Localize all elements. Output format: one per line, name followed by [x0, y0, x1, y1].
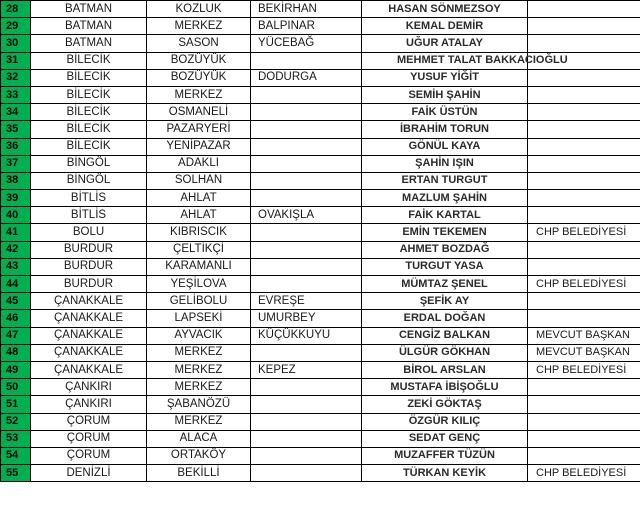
row-number-cell: 29	[1, 18, 31, 35]
village-cell	[251, 104, 362, 121]
district-cell: YEŞİLOVA	[147, 276, 251, 293]
row-number-cell: 41	[1, 224, 31, 241]
row-number-cell: 43	[1, 258, 31, 275]
table-row	[1, 1, 640, 18]
table-row	[1, 52, 640, 69]
row-number-cell: 42	[1, 241, 31, 258]
note-cell	[528, 207, 640, 224]
table-row	[1, 155, 640, 172]
row-number-cell: 48	[1, 344, 31, 361]
note-cell: CHP BELEDİYESİ	[528, 465, 640, 482]
row-number-cell: 55	[1, 465, 31, 482]
note-cell	[528, 396, 640, 413]
village-cell: DODURGA	[251, 69, 362, 86]
province-cell: ÇANAKKALE	[31, 361, 147, 378]
district-cell: YENİPAZAR	[147, 138, 251, 155]
province-cell: BİNGÖL	[31, 172, 147, 189]
village-cell	[251, 138, 362, 155]
district-cell: GELİBOLU	[147, 293, 251, 310]
table-row	[1, 69, 640, 86]
candidate-name-cell: UĞUR ATALAY	[362, 35, 528, 52]
district-cell: LAPSEKİ	[147, 310, 251, 327]
table-row	[1, 224, 640, 241]
district-cell: ADAKLI	[147, 155, 251, 172]
row-number-cell: 52	[1, 413, 31, 430]
note-cell	[528, 413, 640, 430]
candidate-name-cell: MUZAFFER TÜZÜN	[362, 447, 528, 464]
district-cell: AHLAT	[147, 190, 251, 207]
province-cell: BİNGÖL	[31, 155, 147, 172]
row-number-cell: 38	[1, 172, 31, 189]
district-cell: BOZÜYÜK	[147, 52, 251, 69]
candidate-name-cell: AHMET BOZDAĞ	[362, 241, 528, 258]
row-number-cell: 46	[1, 310, 31, 327]
table-row	[1, 190, 640, 207]
candidate-name-cell: ÖZGÜR KILIÇ	[362, 413, 528, 430]
village-cell	[251, 396, 362, 413]
province-cell: BİLECİK	[31, 69, 147, 86]
table-row	[1, 327, 640, 344]
district-cell: AYVACIK	[147, 327, 251, 344]
district-cell: KARAMANLI	[147, 258, 251, 275]
note-cell: CHP BELEDİYESİ	[528, 361, 640, 378]
province-cell: BURDUR	[31, 241, 147, 258]
note-cell	[528, 430, 640, 447]
candidate-name-cell: SEMİH ŞAHİN	[362, 86, 528, 103]
candidate-name-cell: TURGUT YASA	[362, 258, 528, 275]
table-row	[1, 447, 640, 464]
row-number-cell: 35	[1, 121, 31, 138]
row-number-cell: 28	[1, 1, 31, 18]
candidate-name-cell: ZEKİ GÖKTAŞ	[362, 396, 528, 413]
village-cell	[251, 344, 362, 361]
province-cell: BURDUR	[31, 258, 147, 275]
candidate-name-cell: GÖNÜL KAYA	[362, 138, 528, 155]
province-cell: BİTLİS	[31, 190, 147, 207]
row-number-cell: 30	[1, 35, 31, 52]
candidate-name-cell: BİROL ARSLAN	[362, 361, 528, 378]
row-number-cell: 54	[1, 447, 31, 464]
row-number-cell: 49	[1, 361, 31, 378]
village-cell	[251, 258, 362, 275]
village-cell: EVREŞE	[251, 293, 362, 310]
candidate-name-cell: ŞAHİN IŞIN	[362, 155, 528, 172]
province-cell: BATMAN	[31, 1, 147, 18]
candidate-name-cell: MAZLUM ŞAHİN	[362, 190, 528, 207]
table-row	[1, 310, 640, 327]
note-cell	[528, 35, 640, 52]
province-cell: ÇANAKKALE	[31, 293, 147, 310]
district-cell: ALACA	[147, 430, 251, 447]
note-cell	[528, 104, 640, 121]
note-cell: CHP BELEDİYESİ	[528, 224, 640, 241]
district-cell: BOZÜYÜK	[147, 69, 251, 86]
village-cell: BALPINAR	[251, 18, 362, 35]
village-cell	[251, 155, 362, 172]
district-cell: MERKEZ	[147, 413, 251, 430]
table-row	[1, 104, 640, 121]
village-cell	[251, 276, 362, 293]
note-cell	[528, 1, 640, 18]
village-cell	[251, 241, 362, 258]
village-cell: YÜCEBAĞ	[251, 35, 362, 52]
note-cell	[528, 447, 640, 464]
table-row	[1, 293, 640, 310]
province-cell: ÇANAKKALE	[31, 344, 147, 361]
candidate-name-cell: KEMAL DEMİR	[362, 18, 528, 35]
district-cell: ŞABANÖZÜ	[147, 396, 251, 413]
row-number-cell: 39	[1, 190, 31, 207]
table-row	[1, 35, 640, 52]
district-cell: MERKEZ	[147, 18, 251, 35]
row-number-cell: 50	[1, 379, 31, 396]
village-cell	[251, 190, 362, 207]
province-cell: ÇORUM	[31, 447, 147, 464]
table-body	[1, 1, 640, 482]
province-cell: ÇANAKKALE	[31, 327, 147, 344]
candidate-name-cell: HASAN SÖNMEZSOY	[362, 1, 528, 18]
note-cell	[528, 18, 640, 35]
village-cell: UMURBEY	[251, 310, 362, 327]
note-cell	[528, 172, 640, 189]
village-cell	[251, 52, 362, 69]
province-cell: BATMAN	[31, 35, 147, 52]
row-number-cell: 53	[1, 430, 31, 447]
district-cell: OSMANELİ	[147, 104, 251, 121]
row-number-cell: 36	[1, 138, 31, 155]
candidate-name-cell: SEDAT GENÇ	[362, 430, 528, 447]
row-number-cell: 37	[1, 155, 31, 172]
province-cell: BİTLİS	[31, 207, 147, 224]
district-cell: ÇELTİKÇİ	[147, 241, 251, 258]
note-cell	[528, 69, 640, 86]
row-number-cell: 45	[1, 293, 31, 310]
village-cell	[251, 447, 362, 464]
village-cell: KÜÇÜKKUYU	[251, 327, 362, 344]
table-row	[1, 18, 640, 35]
table-row	[1, 172, 640, 189]
table-row	[1, 86, 640, 103]
village-cell	[251, 413, 362, 430]
district-cell: ORTAKÖY	[147, 447, 251, 464]
table-row	[1, 241, 640, 258]
village-cell	[251, 465, 362, 482]
row-number-cell: 31	[1, 52, 31, 69]
province-cell: BİLECİK	[31, 104, 147, 121]
candidate-name-cell: ERDAL DOĞAN	[362, 310, 528, 327]
row-number-cell: 40	[1, 207, 31, 224]
table-row	[1, 207, 640, 224]
note-cell	[528, 190, 640, 207]
row-number-cell: 47	[1, 327, 31, 344]
district-cell: MERKEZ	[147, 86, 251, 103]
note-cell	[528, 86, 640, 103]
note-cell	[528, 155, 640, 172]
row-number-cell: 34	[1, 104, 31, 121]
candidate-name-cell: FAİK ÜSTÜN	[362, 104, 528, 121]
candidate-name-cell: CENGİZ BALKAN	[362, 327, 528, 344]
village-cell	[251, 172, 362, 189]
row-number-cell: 33	[1, 86, 31, 103]
table-row	[1, 258, 640, 275]
province-cell: BOLU	[31, 224, 147, 241]
district-cell: MERKEZ	[147, 344, 251, 361]
village-cell	[251, 224, 362, 241]
note-cell: CHP BELEDİYESİ	[528, 276, 640, 293]
district-cell: BEKİLLİ	[147, 465, 251, 482]
village-cell	[251, 121, 362, 138]
note-cell: MEVCUT BAŞKAN	[528, 327, 640, 344]
district-cell: SASON	[147, 35, 251, 52]
note-cell	[528, 121, 640, 138]
candidate-name-cell: ÜLGÜR GÖKHAN	[362, 344, 528, 361]
district-cell: MERKEZ	[147, 379, 251, 396]
province-cell: BURDUR	[31, 276, 147, 293]
district-cell: KIBRISCIK	[147, 224, 251, 241]
note-cell	[528, 138, 640, 155]
table-row	[1, 361, 640, 378]
note-cell	[528, 310, 640, 327]
candidate-name-cell: EMİN TEKEMEN	[362, 224, 528, 241]
table-row	[1, 276, 640, 293]
province-cell: BİLECİK	[31, 138, 147, 155]
province-cell: ÇANKIRI	[31, 379, 147, 396]
village-cell: BEKİRHAN	[251, 1, 362, 18]
village-cell: KEPEZ	[251, 361, 362, 378]
table-row	[1, 396, 640, 413]
table-row	[1, 430, 640, 447]
table-row	[1, 413, 640, 430]
district-cell: MERKEZ	[147, 361, 251, 378]
district-cell: SOLHAN	[147, 172, 251, 189]
candidate-name-cell: MÜMTAZ ŞENEL	[362, 276, 528, 293]
table-row	[1, 121, 640, 138]
note-cell	[528, 293, 640, 310]
candidate-name-cell: MUSTAFA İBİŞOĞLU	[362, 379, 528, 396]
candidate-name-cell: ŞEFİK AY	[362, 293, 528, 310]
row-number-cell: 51	[1, 396, 31, 413]
district-cell: AHLAT	[147, 207, 251, 224]
table-row	[1, 138, 640, 155]
note-cell: MEVCUT BAŞKAN	[528, 344, 640, 361]
table-row	[1, 379, 640, 396]
province-cell: BATMAN	[31, 18, 147, 35]
candidate-name-cell: İBRAHİM TORUN	[362, 121, 528, 138]
table-row	[1, 344, 640, 361]
row-number-cell: 44	[1, 276, 31, 293]
candidate-name-cell: MEHMET TALAT BAKKACIOĞLU	[362, 52, 528, 69]
row-number-cell: 32	[1, 69, 31, 86]
province-cell: ÇORUM	[31, 430, 147, 447]
district-cell: PAZARYERİ	[147, 121, 251, 138]
village-cell	[251, 430, 362, 447]
province-cell: BİLECİK	[31, 86, 147, 103]
village-cell	[251, 379, 362, 396]
province-cell: ÇANAKKALE	[31, 310, 147, 327]
province-cell: ÇANKIRI	[31, 396, 147, 413]
candidate-name-cell: TÜRKAN KEYİK	[362, 465, 528, 482]
province-cell: ÇORUM	[31, 413, 147, 430]
note-cell	[528, 241, 640, 258]
candidate-name-cell: YUSUF YİĞİT	[362, 69, 528, 86]
district-cell: KOZLUK	[147, 1, 251, 18]
candidate-name-cell: ERTAN TURGUT	[362, 172, 528, 189]
province-cell: BİLECİK	[31, 52, 147, 69]
village-cell: OVAKIŞLA	[251, 207, 362, 224]
candidate-name-cell: FAİK KARTAL	[362, 207, 528, 224]
note-cell	[528, 379, 640, 396]
province-cell: DENİZLİ	[31, 465, 147, 482]
village-cell	[251, 86, 362, 103]
province-cell: BİLECİK	[31, 121, 147, 138]
table-row	[1, 465, 640, 482]
note-cell	[528, 258, 640, 275]
